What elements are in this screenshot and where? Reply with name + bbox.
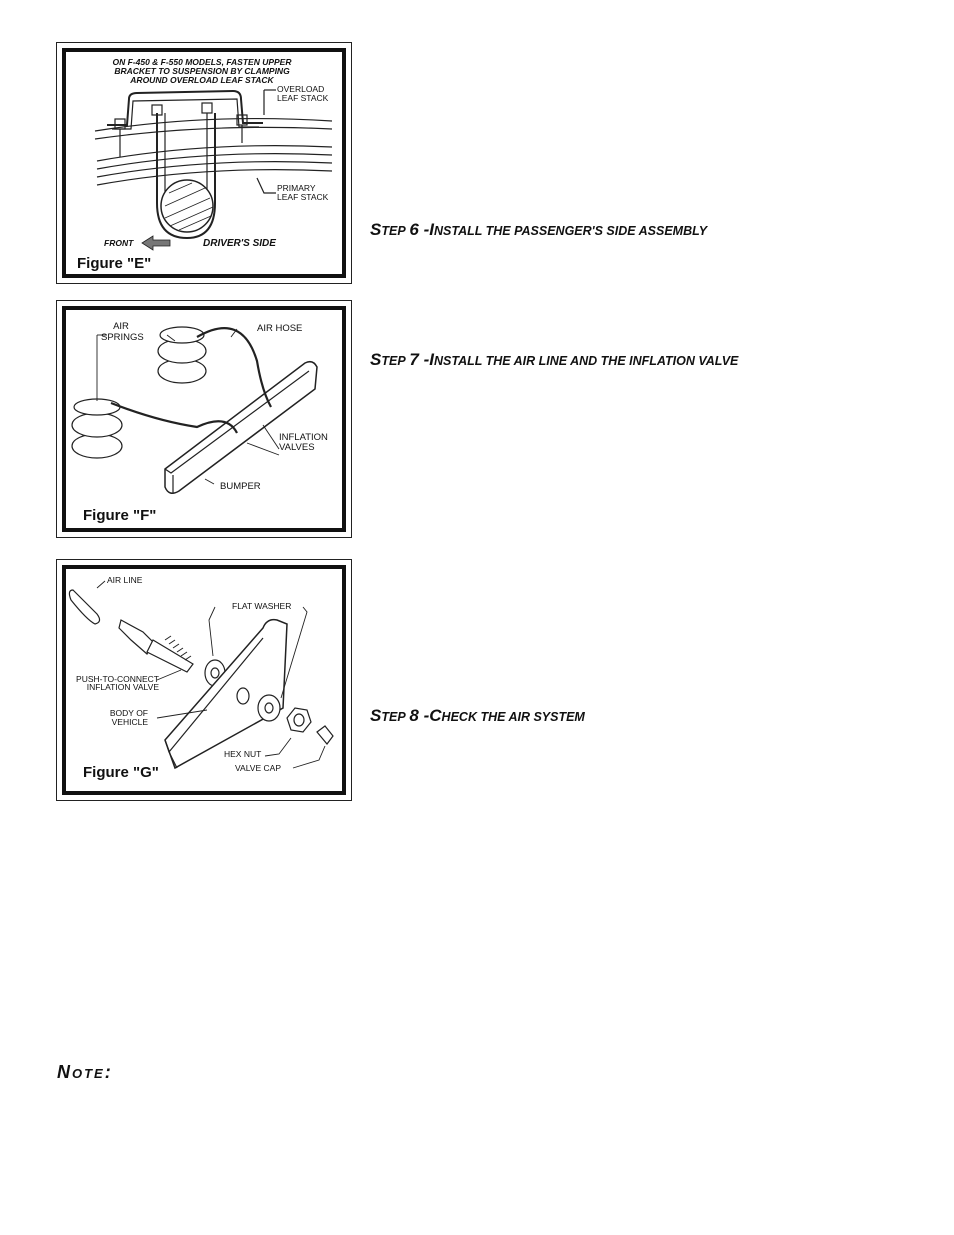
step-7-prefix-rest: TEP bbox=[381, 354, 406, 368]
figure-e-instruction-3: AROUND OVERLOAD LEAF STACK bbox=[130, 75, 274, 85]
inflation-valves-label-1: INFLATION bbox=[279, 432, 328, 443]
figure-e bbox=[56, 42, 352, 284]
step-7-prefix-cap: S bbox=[370, 350, 382, 369]
note-heading bbox=[57, 1062, 113, 1083]
figure-g-title: Figure "G" bbox=[83, 764, 159, 781]
air-springs-label-1: AIR bbox=[113, 321, 129, 332]
step-7-title-rest: NSTALL THE AIR LINE AND THE INFLATION VALVE bbox=[434, 354, 739, 368]
step-7-number: 7 - bbox=[409, 350, 430, 369]
step-8-title-cap: C bbox=[429, 706, 442, 725]
figure-e-instruction-1: ON F-450 & F-550 MODELS, FASTEN UPPER bbox=[112, 57, 292, 67]
figure-f-title: Figure "F" bbox=[83, 507, 157, 524]
step-8-title-rest: HECK THE AIR SYSTEM bbox=[441, 710, 585, 724]
air-line-label: AIR LINE bbox=[107, 575, 143, 585]
step-8-number: 8 - bbox=[409, 706, 430, 725]
body-of-vehicle-label-2: VEHICLE bbox=[111, 717, 148, 727]
primary-label-2: LEAF STACK bbox=[277, 192, 329, 202]
overload-label-2: LEAF STACK bbox=[277, 93, 329, 103]
step-6-heading bbox=[370, 220, 707, 240]
step-8-prefix-cap: S bbox=[370, 706, 382, 725]
overload-label-1: OVERLOAD bbox=[277, 84, 325, 94]
body-of-vehicle-label-1: BODY OF bbox=[109, 708, 148, 718]
step-6-title-cap: I bbox=[429, 220, 434, 239]
note-rest: OTE bbox=[72, 1066, 105, 1081]
primary-label-1: PRIMARY bbox=[277, 183, 316, 193]
step-6-prefix-cap: S bbox=[370, 220, 382, 239]
valve-cap-label: VALVE CAP bbox=[235, 763, 281, 773]
bumper-label: BUMPER bbox=[220, 481, 261, 492]
hex-nut-label: HEX NUT bbox=[224, 749, 262, 759]
push-to-connect-label-1: PUSH-TO-CONNECT bbox=[76, 674, 159, 684]
step-8-heading bbox=[370, 706, 585, 726]
figure-f bbox=[56, 300, 352, 538]
step-7-title-cap: I bbox=[429, 350, 434, 369]
figure-e-title: Figure "E" bbox=[77, 255, 152, 272]
step-6-number: 6 - bbox=[409, 220, 430, 239]
figure-g bbox=[56, 559, 352, 801]
step-8-prefix-rest: TEP bbox=[381, 710, 406, 724]
figure-e-instruction-2: BRACKET TO SUSPENSION BY CLAMPING bbox=[114, 66, 290, 76]
front-label: FRONT bbox=[104, 238, 134, 248]
flat-washer-label: FLAT WASHER bbox=[232, 601, 292, 611]
inflation-valves-label-2: VALVES bbox=[279, 442, 315, 453]
air-springs-label-2: SPRINGS bbox=[101, 332, 144, 343]
step-6-title-rest: NSTALL THE PASSENGER'S SIDE ASSEMBLY bbox=[434, 224, 708, 238]
push-to-connect-label-2: INFLATION VALVE bbox=[86, 682, 159, 692]
step-6-prefix-rest: TEP bbox=[381, 224, 406, 238]
step-7-heading bbox=[370, 350, 738, 370]
note-cap: N bbox=[57, 1062, 72, 1082]
note-colon: : bbox=[104, 1062, 113, 1082]
drivers-side-label: DRIVER'S SIDE bbox=[203, 238, 276, 249]
air-hose-label: AIR HOSE bbox=[257, 323, 303, 334]
